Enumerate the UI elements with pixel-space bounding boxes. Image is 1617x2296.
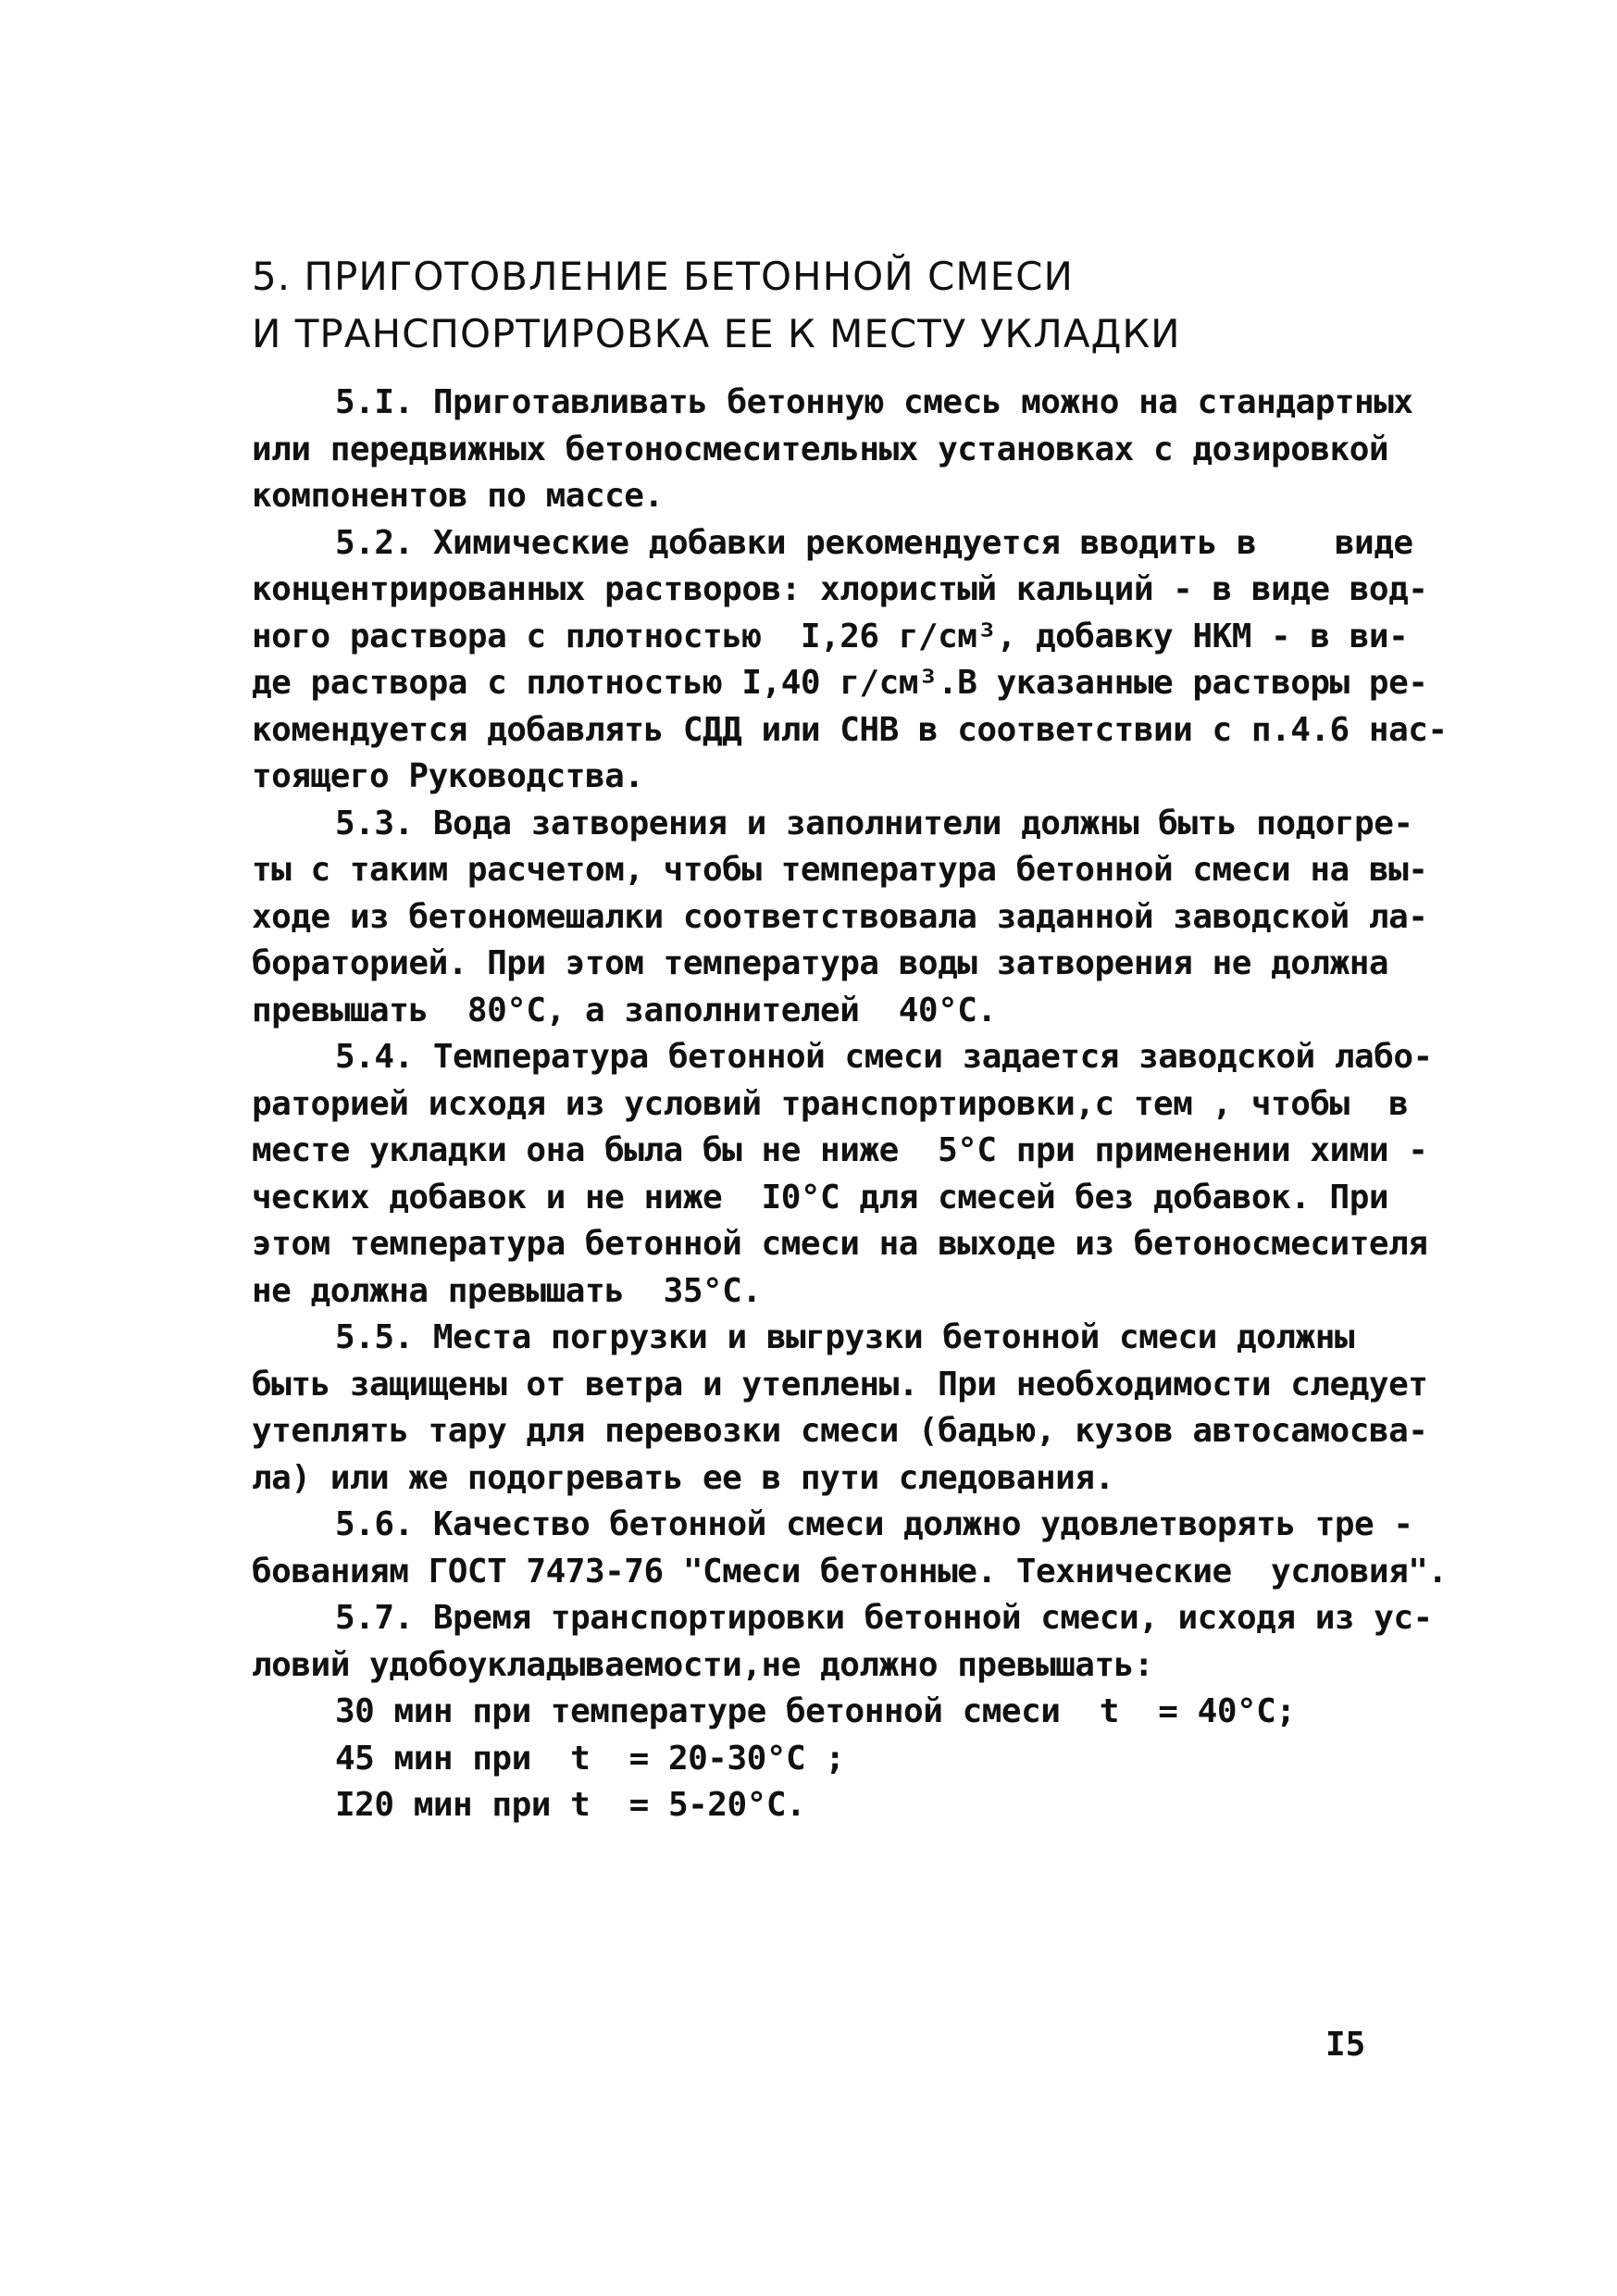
paragraph-5-1 xyxy=(252,380,1413,520)
text-line: ного раствора с плотностью I,26 г/см³, добавку НКМ - в ви- xyxy=(252,617,1409,655)
document-body xyxy=(252,380,1448,1829)
text-line: ческих добавок и не ниже I0°С для смесей без добавок. При xyxy=(252,1178,1389,1217)
text-line: 5.7. Время транспортировки бетонной смеси, исходя из ус- xyxy=(335,1599,1433,1637)
text-line: бованиям ГОСТ 7473-76 "Смеси бетонные. Технические условия". xyxy=(252,1552,1448,1591)
paragraph-5-6 xyxy=(252,1502,1448,1595)
text-line: ловий удобоукладываемости,не должно превышать: xyxy=(252,1645,1153,1684)
text-line: ходе из бетономешалки соответствовала заданной заводской ла- xyxy=(252,897,1428,936)
text-line: превышать 80°С, а заполнителей 40°С. xyxy=(252,991,997,1029)
text-line: ты с таким расчетом, чтобы температура бетонной смеси на вы- xyxy=(252,851,1428,889)
paragraph-5-4 xyxy=(252,1034,1433,1315)
text-line: утеплять тару для перевозки смеси (бадью, кузов автосамосва- xyxy=(252,1412,1428,1450)
text-line: тоящего Руководства. xyxy=(252,757,644,795)
text-line: бораторией. При этом температура воды затворения не должна xyxy=(252,944,1389,982)
text-line: или передвижных бетоносмесительных установках с дозировкой xyxy=(252,430,1389,468)
text-line: компонентов по массе. xyxy=(252,477,664,515)
text-line: концентрированных растворов: хлористый кальций - в виде вод- xyxy=(252,570,1428,608)
paragraph-5-2 xyxy=(252,520,1448,801)
condition-line: 45 мин при t = 20-30°С ; xyxy=(335,1739,845,1778)
text-line: де раствора с плотностью I,40 г/см³.В указанные растворы ре- xyxy=(252,664,1428,702)
section-heading xyxy=(252,248,1455,363)
text-line: месте укладки она была бы не ниже 5°С при применении хими - xyxy=(252,1131,1428,1169)
text-line: 5.5. Места погрузки и выгрузки бетонной смеси должны xyxy=(335,1318,1355,1356)
text-line: ла) или же подогревать ее в пути следования. xyxy=(252,1458,1114,1497)
text-line: этом температура бетонной смеси на выходе из бетоносмесителя xyxy=(252,1225,1428,1263)
text-line: 5.2. Химические добавки рекомендуется вводить в виде xyxy=(335,523,1413,562)
section-heading-line-1: 5. ПРИГОТОВЛЕНИЕ БЕТОННОЙ СМЕСИ xyxy=(252,254,1074,299)
text-line: 5.3. Вода затворения и заполнители должны быть подогре- xyxy=(335,804,1413,842)
text-line: 5.I. Приготавливать бетонную смесь можно на стандартных xyxy=(335,383,1413,421)
condition-line: I20 мин при t = 5-20°С. xyxy=(335,1786,806,1824)
text-line: быть защищены от ветра и утеплены. При необходимости следует xyxy=(252,1365,1428,1404)
text-line: комендуется добавлять СДД или СНВ в соответствии с п.4.6 нас- xyxy=(252,710,1448,749)
transport-time-conditions xyxy=(252,1689,1399,1829)
page-number: I5 xyxy=(1325,2026,1366,2064)
text-line: 5.4. Температура бетонной смеси задается заводской лабо- xyxy=(335,1038,1433,1076)
section-heading-line-2: И ТРАНСПОРТИРОВКА ЕЕ К МЕСТУ УКЛАДКИ xyxy=(252,311,1181,356)
condition-line: 30 мин при температуре бетонной смеси t = 40°С; xyxy=(335,1692,1296,1730)
paragraph-5-5 xyxy=(252,1315,1428,1502)
paragraph-5-7 xyxy=(252,1595,1433,1689)
text-line: не должна превышать 35°С. xyxy=(252,1271,762,1310)
text-line: раторией исходя из условий транспортировки,с тем , чтобы в xyxy=(252,1084,1409,1123)
text-line: 5.6. Качество бетонной смеси должно удовлетворять тре - xyxy=(335,1505,1413,1543)
paragraph-5-3 xyxy=(252,801,1428,1035)
